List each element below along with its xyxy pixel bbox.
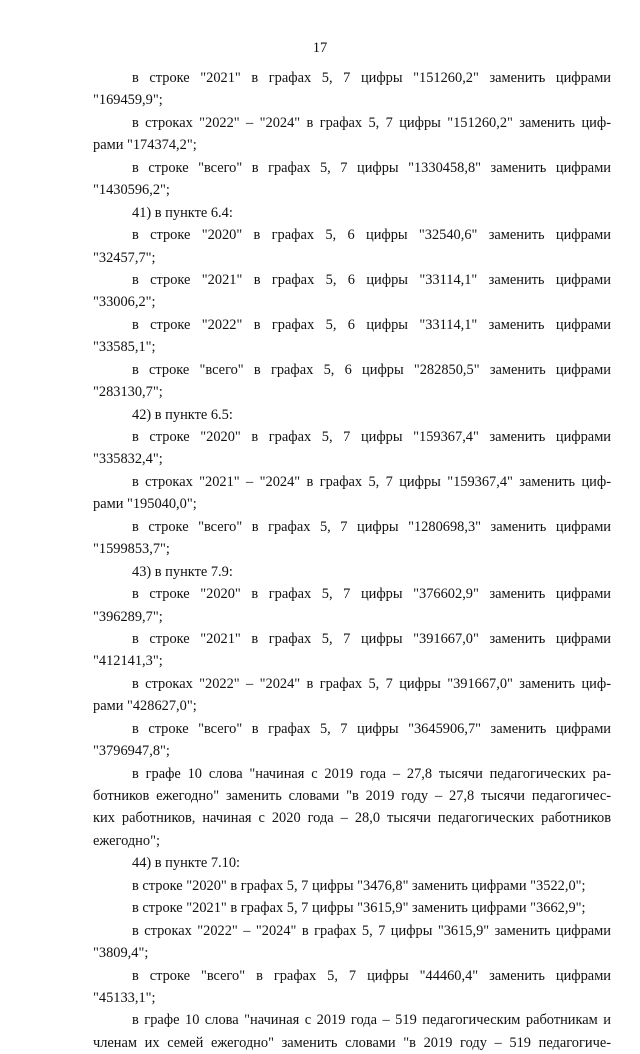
text-line: 44) в пункте 7.10: [132,855,241,872]
text-line: "1599853,7"; [93,541,170,558]
text-line: в графе 10 слова "начиная с 2019 года – 27,8 тысячи педагогических ра- [132,765,611,782]
text-line: 41) в пункте 6.4: [132,204,233,221]
text-line: членам их семей ежегодно" заменить словами "в 2019 году – 519 педагогиче- [93,1034,611,1051]
text-line: в строке "всего" в графах 5, 6 цифры "282850,5" заменить цифрами [132,361,611,378]
text-line: в строке "2020" в графах 5, 7 цифры "3476,8" заменить цифрами "3522,0"; [132,877,586,894]
text-line: "33585,1"; [93,339,156,356]
text-line: рами "174374,2"; [93,137,197,154]
text-line: 43) в пункте 7.9: [132,563,233,580]
text-line: рами "428627,0"; [93,698,197,715]
text-line: в графе 10 слова "начиная с 2019 года – 519 педагогическим работникам и [132,1012,611,1029]
text-line: 42) в пункте 6.5: [132,406,233,423]
text-line: "32457,7"; [93,249,156,266]
text-line: "1430596,2"; [93,182,170,199]
text-line: "45133,1"; [93,989,156,1006]
text-line: в строке "всего" в графах 5, 7 цифры "1330458,8" заменить цифрами [132,159,611,176]
text-line: в строках "2022" – "2024" в графах 5, 7 цифры "151260,2" заменить циф- [132,114,611,131]
text-line: "396289,7"; [93,608,163,625]
text-line: "33006,2"; [93,294,156,311]
text-line: "335832,4"; [93,451,163,468]
text-line: в строке "2020" в графах 5, 6 цифры "32540,6" заменить цифрами [132,227,611,244]
text-line: в строках "2021" – "2024" в графах 5, 7 цифры "159367,4" заменить циф- [132,473,611,490]
text-line: "3809,4"; [93,945,149,962]
text-line: в строке "всего" в графах 5, 7 цифры "3645906,7" заменить цифрами [132,720,611,737]
document-body [93,67,611,1054]
text-line: в строке "2021" в графах 5, 7 цифры "151260,2" заменить цифрами [132,70,611,86]
text-line: в строках "2022" – "2024" в графах 5, 7 цифры "391667,0" заменить циф- [132,675,611,692]
text-line: "169459,9"; [93,92,163,109]
text-line: ежегодно"; [93,832,160,849]
text-line: в строках "2022" – "2024" в графах 5, 7 цифры "3615,9" заменить цифрами [132,922,611,939]
text-line: в строке "всего" в графах 5, 7 цифры "1280698,3" заменить цифрами [132,518,611,535]
text-line: в строке "2021" в графах 5, 6 цифры "33114,1" заменить цифрами [132,271,611,288]
text-line: в строке "2022" в графах 5, 6 цифры "33114,1" заменить цифрами [132,316,611,333]
text-line: "283130,7"; [93,384,163,401]
text-line: ботников ежегодно" заменить словами "в 2019 году – 27,8 тысячи педагогичес- [93,788,611,804]
text-line: в строке "всего" в графах 5, 7 цифры "44460,4" заменить цифрами [132,967,611,984]
text-line: в строке "2020" в графах 5, 7 цифры "376602,9" заменить цифрами [132,586,611,603]
text-line: "412141,3"; [93,653,163,670]
text-line: в строке "2021" в графах 5, 7 цифры "3615,9" заменить цифрами "3662,9"; [132,900,586,917]
text-line: в строке "2021" в графах 5, 7 цифры "391667,0" заменить цифрами [132,630,611,647]
text-line: ких работников, начиная с 2020 года – 28,0 тысячи педагогических работников [93,810,611,827]
text-line: в строке "2020" в графах 5, 7 цифры "159367,4" заменить цифрами [132,429,611,445]
text-line: рами "195040,0"; [93,496,197,513]
text-line: "3796947,8"; [93,743,170,760]
page-number: 17 [312,40,328,56]
